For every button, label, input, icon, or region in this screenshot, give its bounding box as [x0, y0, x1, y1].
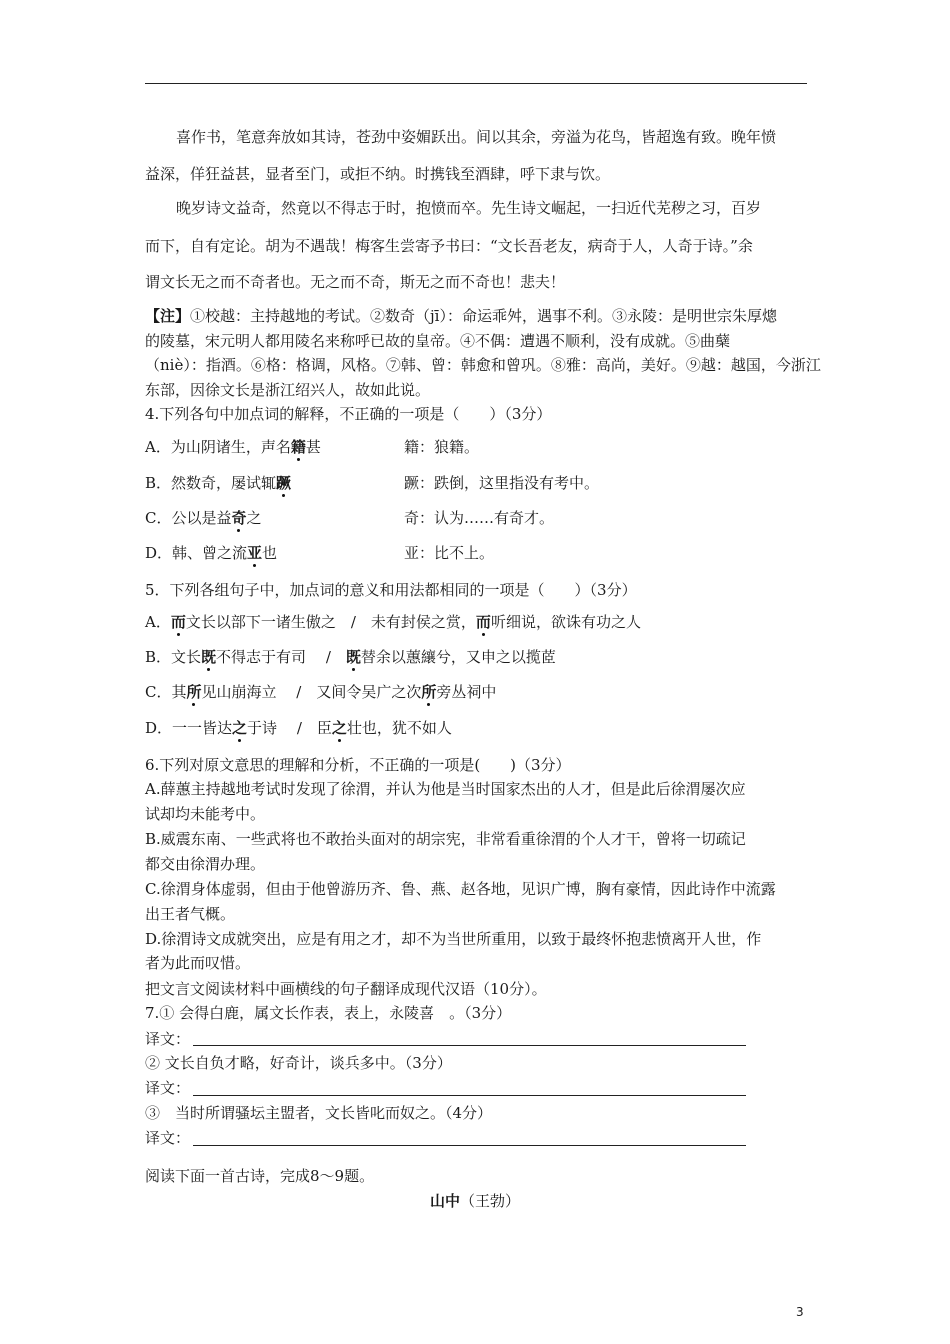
translation-answer-line[interactable] [193, 1045, 746, 1046]
note-tag: 【注】 [145, 307, 191, 325]
note-line: 东部，因徐文长是浙江绍兴人，故如此说。 [145, 381, 431, 399]
q4-option-b-explanation: 蹶：跌倒，这里指没有考中。 [404, 474, 600, 492]
q6-line: 都交由徐渭办理。 [145, 855, 266, 873]
poem-author: （王勃） [460, 1192, 521, 1210]
poem-title: 山中（王勃） [429, 1192, 521, 1210]
note-text: ①校越：主持越地的考试。②数奇（jī）：命运乖舛，遇事不利。③永陵：是明世宗朱厚熜 [190, 307, 777, 325]
passage-line: 晚岁诗文益奇，然竟以不得志于时，抱愤而卒。先生诗文崛起，一扫近代芜秽之习，百岁 [176, 199, 762, 217]
translation-label: 译文： [145, 1129, 191, 1147]
q6-line: 试却均未能考中。 [145, 805, 266, 823]
q6-line: B.威震东南、一些武将也不敢抬头面对的胡宗宪，非常看重徐渭的个人才干，曾将一切疏记 [145, 830, 746, 848]
q5-stem: 5．下列各组句子中，加点词的意义和用法都相同的一项是（ ）（3分） [145, 581, 637, 599]
q6-line: 者为此而叹惜。 [145, 954, 251, 972]
translation-answer-line[interactable] [193, 1145, 746, 1146]
q5-option-a: A．而文长以部下一诸生傲之 / 未有封侯之赏，而听细说，欲诛有功之人 [145, 613, 641, 631]
q4-option-a-explanation: 籍：狼籍。 [404, 438, 480, 456]
passage-line: 而下，自有定论。胡为不遇哉！梅客生尝寄予书曰：“文长吾老友，病奇于人，人奇于诗。”余 [145, 237, 753, 255]
q7-item: ② 文长自负才略，好奇计，谈兵多中。（3分） [145, 1054, 452, 1072]
q6-line: C.徐渭身体虚弱，但由于他曾游历齐、鲁、燕、赵各地，见识广博，胸有豪情，因此诗作中流露 [145, 880, 776, 898]
q4-option-d-explanation: 亚：比不上。 [404, 544, 495, 562]
translation-label: 译文： [145, 1079, 191, 1097]
q5-option-c: C．其所见山崩海立 / 又间令吴广之次所旁丛祠中 [145, 683, 497, 701]
note-line [145, 306, 777, 326]
passage-line: 谓文长无之而不奇者也。无之而不奇，斯无之而不奇也！悲夫！ [145, 273, 566, 291]
q4-option-c-explanation: 奇：认为……有奇才。 [404, 509, 555, 527]
q5-option-b: B．文长既不得志于有司 / 既替余以蕙纕兮，又申之以揽茝 [145, 648, 556, 666]
q7-intro: 把文言文阅读材料中画横线的句子翻译成现代汉语（10分）。 [145, 980, 547, 998]
translation-answer-line[interactable] [193, 1095, 746, 1096]
q4-option-c: C．公以是益奇之 [145, 509, 262, 527]
passage-line: 益深，佯狂益甚，显者至门，或拒不纳。时携钱至酒肆，呼下隶与饮。 [145, 165, 611, 183]
q4-option-d: D．韩、曾之流亚也 [145, 544, 278, 562]
note-line: 的陵墓，宋元明人都用陵名来称呼已故的皇帝。④不偶：遭遇不顺利，没有成就。⑤曲蘖 [145, 332, 731, 350]
q6-line: 出王者气概。 [145, 905, 236, 923]
q7-item: ③ 当时所谓骚坛主盟者，文长皆叱而奴之。（4分） [145, 1104, 493, 1122]
page-number: 3 [796, 1305, 804, 1319]
q6-line: A.薛蕙主持越地考试时发现了徐渭，并认为他是当时国家杰出的人才，但是此后徐渭屡次应 [145, 780, 746, 798]
q6-stem: 6.下列对原文意思的理解和分析，不正确的一项是( )（3分） [145, 756, 571, 774]
q5-option-d: D．一一皆达之于诗 / 臣之壮也，犹不如人 [145, 719, 452, 737]
header-rule [145, 83, 807, 84]
q4-option-b: B．然数奇，屡试辄蹶 [145, 474, 292, 492]
q7-item: 7.① 会得白鹿，属文长作表，表上，永陵喜 。（3分） [145, 1004, 512, 1022]
translation-label: 译文： [145, 1030, 191, 1048]
poem-intro: 阅读下面一首古诗，完成8～9题。 [145, 1167, 375, 1185]
q6-line: D.徐渭诗文成就突出，应是有用之才，却不为当世所重用，以致于最终怀抱悲愤离开人世，作 [145, 930, 762, 948]
passage-line: 喜作书，笔意奔放如其诗，苍劲中姿媚跃出。间以其余，旁溢为花鸟，皆超逸有致。晚年愤 [176, 128, 777, 146]
q4-stem: 4.下列各句中加点词的解释，不正确的一项是（ ）（3分） [145, 405, 552, 423]
note-line: （niè）：指酒。⑥格：格调，风格。⑦韩、曾：韩愈和曾巩。⑧雅：高尚，美好。⑨越：越国，今浙江 [145, 356, 821, 374]
q4-option-a: A．为山阴诸生，声名籍甚 [145, 438, 321, 456]
